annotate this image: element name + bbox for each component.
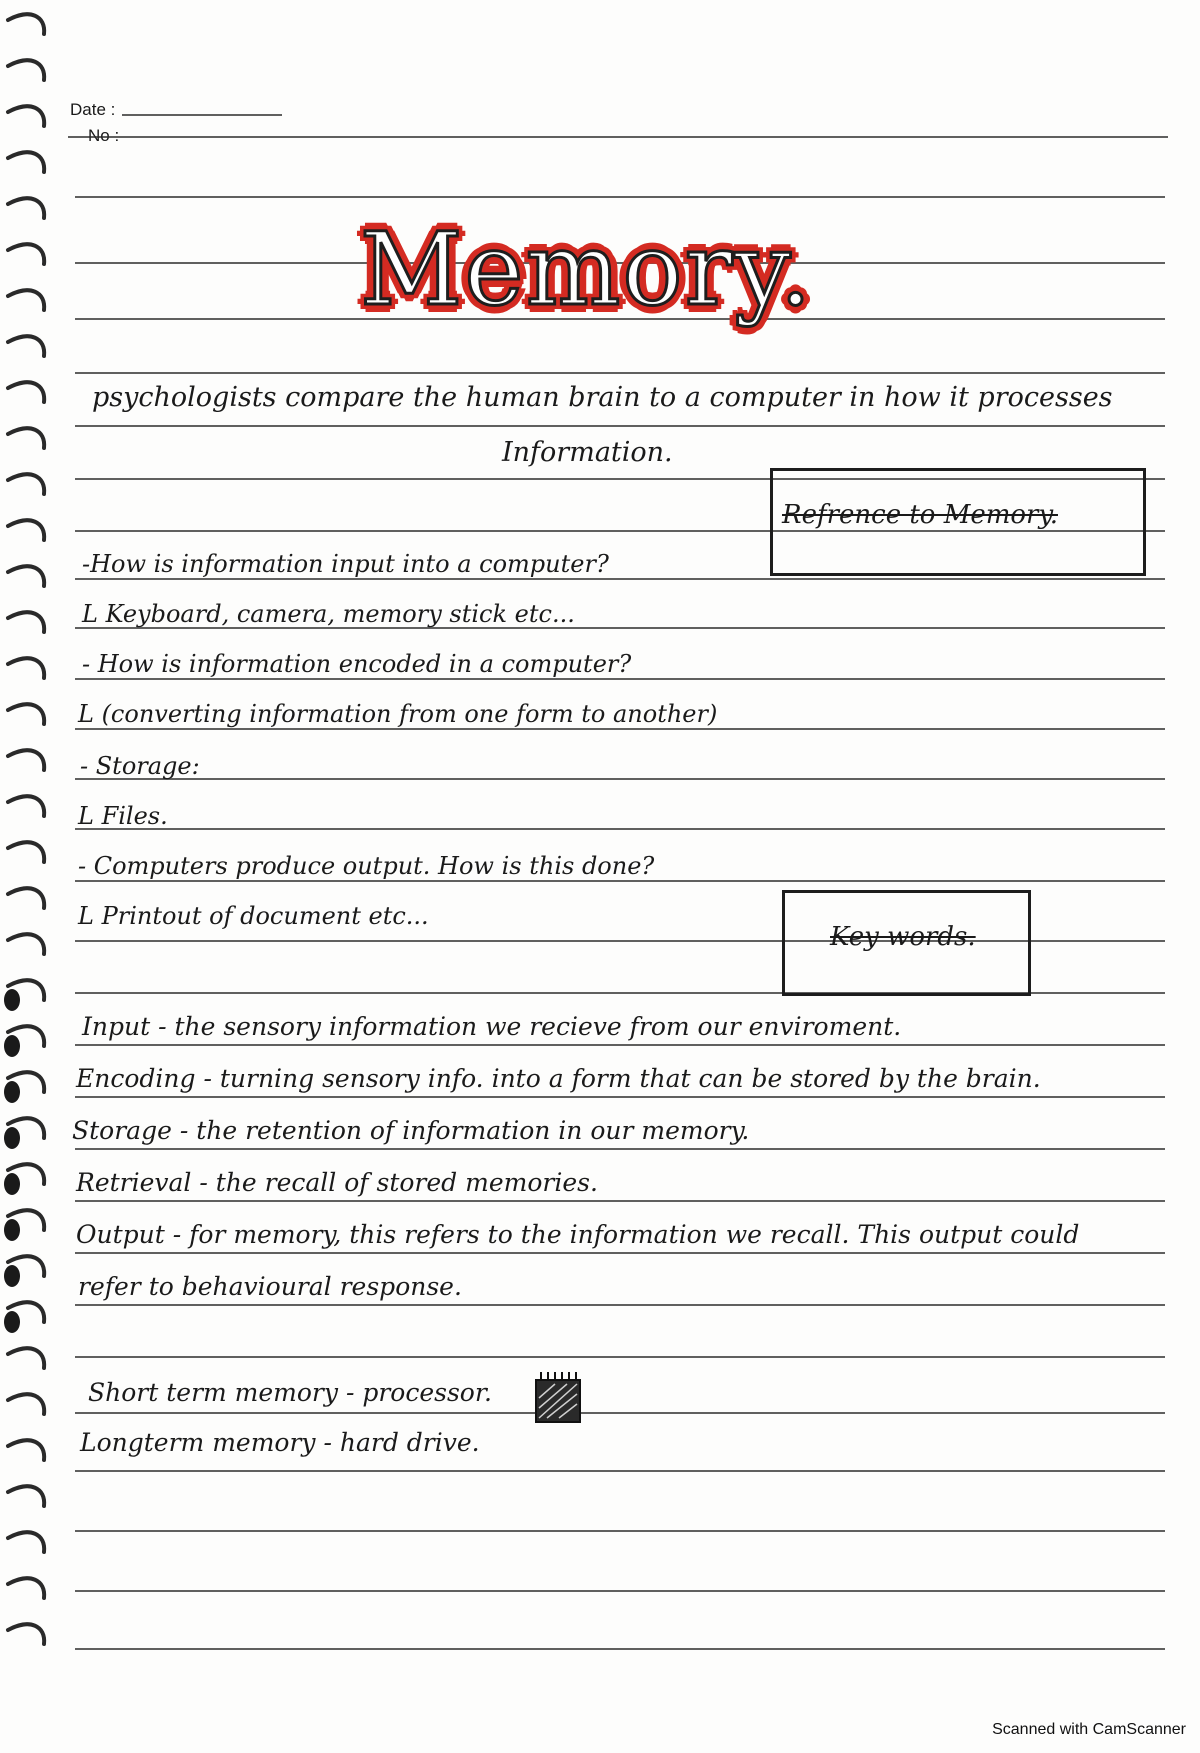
ruled-line <box>75 728 1165 730</box>
title-block <box>360 205 814 355</box>
comparison-line: Short term memory - processor. <box>88 1378 493 1407</box>
ruled-line <box>75 1252 1165 1254</box>
ruled-line <box>75 196 1165 198</box>
ruled-line <box>68 136 1168 138</box>
ruled-line <box>75 1096 1165 1098</box>
definition-line: refer to behavioural response. <box>78 1272 462 1301</box>
ruled-line <box>75 1530 1165 1532</box>
ruled-line <box>75 678 1165 680</box>
ruled-line <box>75 1648 1165 1650</box>
ruled-line <box>75 1304 1165 1306</box>
qa-line: L Printout of document etc... <box>78 902 429 930</box>
page-title: Memory. <box>360 211 814 328</box>
ruled-line <box>75 1044 1165 1046</box>
comparison-line: Longterm memory - hard drive. <box>80 1428 480 1457</box>
ruled-line <box>75 1148 1165 1150</box>
ruled-line <box>75 372 1165 374</box>
scanner-watermark: Scanned with CamScanner <box>992 1721 1186 1738</box>
date-line <box>122 114 282 116</box>
definition-line: Storage - the retention of information in our memory. <box>72 1116 750 1145</box>
date-label: Date : <box>70 100 116 119</box>
qa-line: - How is information encoded in a computer? <box>82 650 632 678</box>
memory-chip-icon <box>533 1370 583 1425</box>
definition-line: Retrieval - the recall of stored memories. <box>76 1168 598 1197</box>
ruled-line <box>75 1200 1165 1202</box>
definition-line: Encoding - turning sensory info. into a form that can be stored by the brain. <box>76 1064 1041 1093</box>
definition-line: Input - the sensory information we recieve from our enviroment. <box>82 1012 902 1041</box>
ruled-line <box>75 828 1165 830</box>
qa-line: - Storage: <box>80 752 200 780</box>
ruled-line <box>75 425 1165 427</box>
ruled-line <box>75 778 1165 780</box>
qa-line: - Computers produce output. How is this done? <box>78 852 655 880</box>
key-words-box-label: Key words. <box>830 922 976 952</box>
ruled-line <box>75 1356 1165 1358</box>
qa-line: -How is information input into a computer? <box>82 550 609 578</box>
ruled-line <box>75 578 1165 580</box>
ruled-line <box>75 1412 1165 1414</box>
qa-line: L (converting information from one form to another) <box>78 700 718 728</box>
reference-box-label: Refrence to Memory. <box>782 500 1058 530</box>
ruled-line <box>75 1470 1165 1472</box>
intro-line-1: psychologists compare the human brain to a computer in how it processes <box>92 382 1113 413</box>
qa-line: L Keyboard, camera, memory stick etc... <box>82 600 575 628</box>
qa-line: L Files. <box>78 802 168 830</box>
definition-line: Output - for memory, this refers to the information we recall. This output could <box>76 1220 1080 1249</box>
intro-line-2: Information. <box>502 437 673 468</box>
ruled-line <box>75 880 1165 882</box>
spiral-binding-icon <box>0 0 60 1700</box>
ruled-line <box>75 1590 1165 1592</box>
